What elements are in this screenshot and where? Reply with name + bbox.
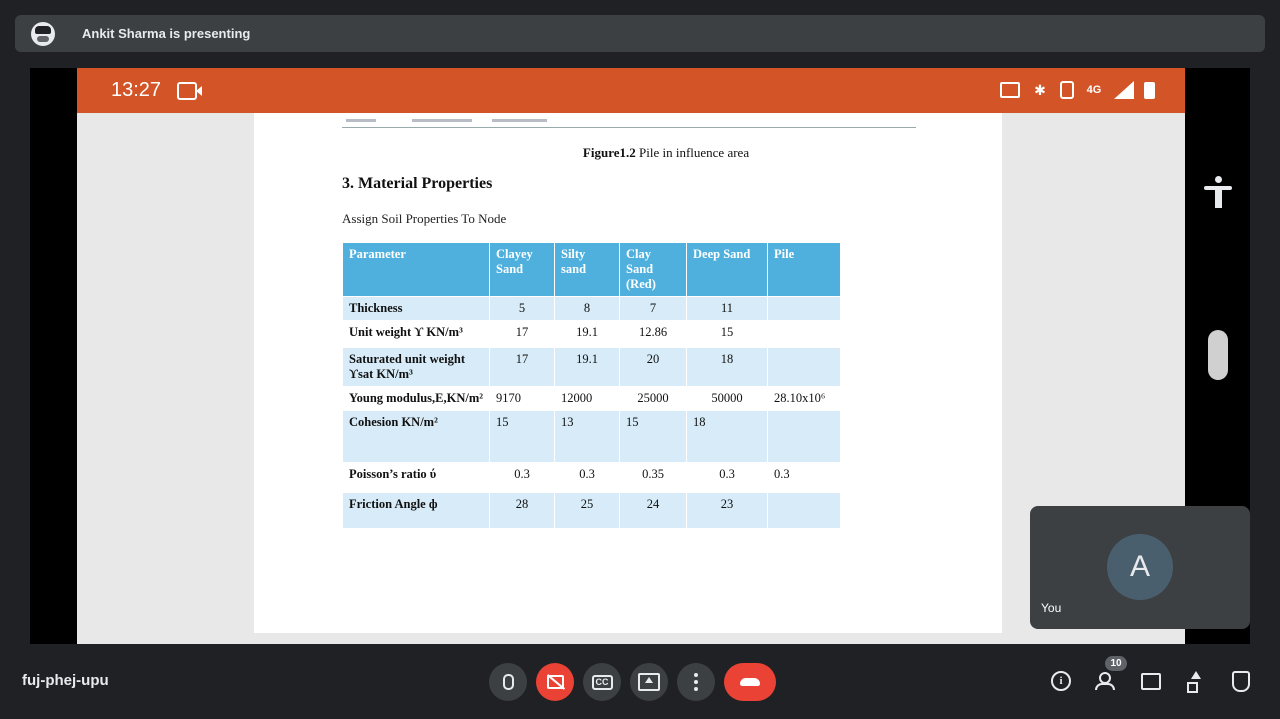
table-cell: 23 — [687, 493, 768, 529]
leave-call-button[interactable] — [724, 663, 776, 701]
table-cell: Friction Angle ф — [343, 493, 490, 529]
side-panel-controls — [1050, 670, 1252, 692]
participants-count-badge: 10 — [1105, 656, 1127, 671]
table-cell: 12.86 — [620, 321, 687, 348]
phone-status-icons — [1000, 80, 1155, 100]
table-row — [343, 321, 841, 348]
table-row — [343, 297, 841, 321]
table-cell: 19.1 — [555, 321, 620, 348]
camera-off-icon — [547, 675, 564, 689]
figure-caption — [254, 145, 1002, 161]
camera-off-button[interactable] — [536, 663, 574, 701]
self-view-tile[interactable] — [1030, 506, 1250, 629]
figure-caption-number: Figure1.2 — [582, 145, 636, 160]
table-cell: Young modulus,E,KN/m² — [343, 387, 490, 411]
cast-icon — [1000, 82, 1020, 98]
table-cell: 18 — [687, 348, 768, 387]
document-paragraph: Assign Soil Properties To Node — [342, 211, 507, 226]
presenter-banner — [15, 15, 1265, 52]
people-icon — [1095, 672, 1117, 690]
table-cell: 28.10x10⁶ — [768, 387, 841, 411]
table-cell: 11 — [687, 297, 768, 321]
table-cell: 28 — [490, 493, 555, 529]
screen-record-icon — [177, 82, 197, 100]
table-header-row — [343, 243, 841, 297]
table-cell: 5 — [490, 297, 555, 321]
table-header: Deep Sand — [687, 243, 768, 297]
shared-phone-screen — [77, 68, 1185, 644]
table-cell: Saturated unit weight ϒsat KN/m³ — [343, 348, 490, 387]
table-cell: 25000 — [620, 387, 687, 411]
table-cell: 18 — [687, 411, 768, 463]
microphone-icon — [503, 674, 514, 690]
self-view-label: You — [1041, 601, 1062, 615]
table-cell: 7 — [620, 297, 687, 321]
accessibility-icon[interactable] — [1201, 172, 1235, 212]
table-header: Silty sand — [555, 243, 620, 297]
meeting-code: fuj-phej-upu — [22, 672, 109, 689]
figure-caption-text: Pile in influence area — [635, 145, 750, 160]
shield-lock-icon — [1232, 671, 1250, 692]
section-heading: 3. Material Properties — [342, 175, 493, 192]
table-cell: 15 — [620, 411, 687, 463]
document-page — [254, 113, 1002, 633]
table-header: Clayey Sand — [490, 243, 555, 297]
signal-icon — [1114, 81, 1134, 99]
battery-icon — [1144, 82, 1155, 99]
table-header: Pile — [768, 243, 841, 297]
more-vert-icon — [694, 673, 698, 691]
table-row — [343, 387, 841, 411]
table-cell — [768, 411, 841, 463]
chat-button[interactable] — [1140, 670, 1162, 692]
scroll-handle[interactable] — [1208, 330, 1228, 380]
soil-properties-table — [342, 242, 841, 529]
table-cell: 9170 — [490, 387, 555, 411]
info-icon: i — [1051, 671, 1071, 691]
table-cell: 50000 — [687, 387, 768, 411]
table-cell: Cohesion KN/m² — [343, 411, 490, 463]
call-controls — [489, 663, 776, 701]
chat-icon — [1141, 673, 1161, 690]
present-screen-icon — [638, 673, 660, 691]
vibrate-icon — [1060, 81, 1074, 99]
presenter-label: Ankit Sharma is presenting — [82, 26, 251, 41]
meeting-details-button[interactable] — [1050, 670, 1072, 692]
table-cell: 15 — [687, 321, 768, 348]
table-row — [343, 411, 841, 463]
table-cell: 19.1 — [555, 348, 620, 387]
table-cell — [768, 493, 841, 529]
table-cell — [768, 297, 841, 321]
table-header: Parameter — [343, 243, 490, 297]
captions-button[interactable] — [583, 663, 621, 701]
table-cell: 13 — [555, 411, 620, 463]
table-cell: 12000 — [555, 387, 620, 411]
phone-clock: 13:27 — [111, 79, 162, 101]
table-row — [343, 463, 841, 493]
table-cell: Poisson’s ratio ύ — [343, 463, 490, 493]
table-cell: 0.35 — [620, 463, 687, 493]
table-cell: 17 — [490, 348, 555, 387]
table-cell: 17 — [490, 321, 555, 348]
bluetooth-icon: ✱ — [1034, 81, 1046, 98]
table-row — [343, 348, 841, 387]
table-cell: 8 — [555, 297, 620, 321]
table-cell: 25 — [555, 493, 620, 529]
participants-button[interactable] — [1095, 670, 1117, 692]
microphone-button[interactable] — [489, 663, 527, 701]
table-cell: 0.3 — [490, 463, 555, 493]
table-cell: 24 — [620, 493, 687, 529]
presenter-avatar — [31, 22, 55, 46]
table-cell — [768, 348, 841, 387]
captions-icon: CC — [592, 675, 613, 690]
more-options-button[interactable] — [677, 663, 715, 701]
figure-image-strip — [342, 115, 916, 128]
table-cell: 20 — [620, 348, 687, 387]
table-cell: 0.3 — [768, 463, 841, 493]
table-cell: Unit weight ϒ KN/m³ — [343, 321, 490, 348]
table-cell: 0.3 — [687, 463, 768, 493]
table-cell: 15 — [490, 411, 555, 463]
host-controls-button[interactable] — [1230, 670, 1252, 692]
avatar: A — [1107, 534, 1173, 600]
activities-icon — [1186, 671, 1206, 691]
table-cell — [768, 321, 841, 348]
activities-button[interactable] — [1185, 670, 1207, 692]
present-button[interactable] — [630, 663, 668, 701]
table-cell: 0.3 — [555, 463, 620, 493]
table-cell: Thickness — [343, 297, 490, 321]
table-header: Clay Sand (Red) — [620, 243, 687, 297]
phone-status-bar — [77, 68, 1185, 113]
hang-up-icon — [740, 678, 760, 686]
network-type-icon: 4G — [1086, 84, 1102, 96]
table-row — [343, 493, 841, 529]
